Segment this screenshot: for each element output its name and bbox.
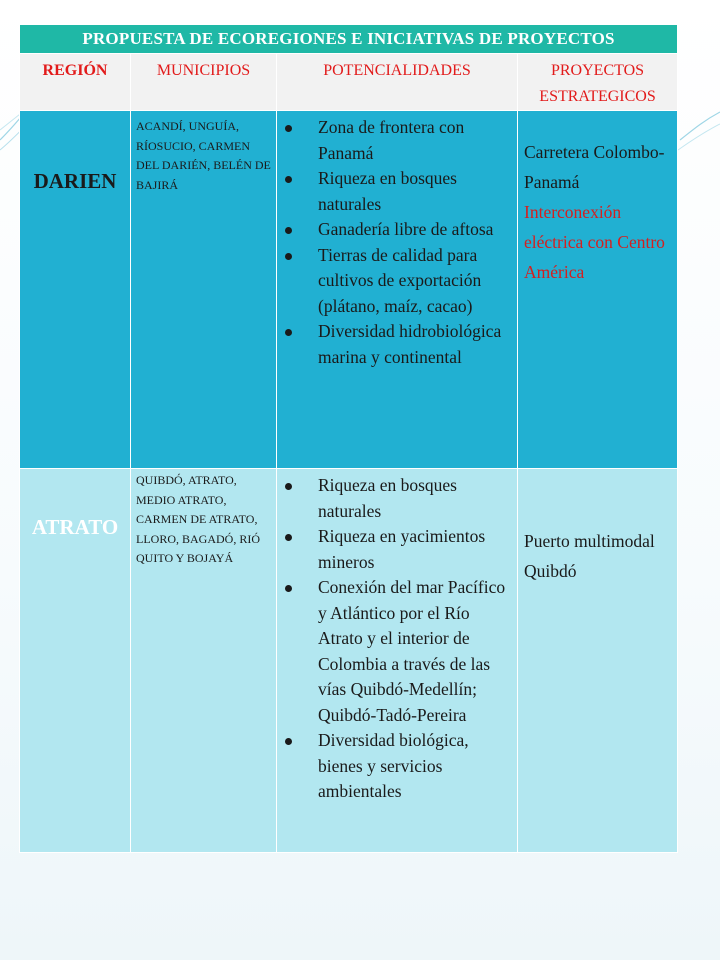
list-item: Diversidad hidrobiológica marina y continental: [277, 319, 517, 370]
list-item: Riqueza en yacimientos mineros: [277, 524, 517, 575]
region-name: ATRATO: [20, 469, 131, 853]
project-text-red: Interconexión eléctrica con Centro América: [524, 202, 665, 282]
list-item: Ganadería libre de aftosa: [277, 217, 517, 243]
header-municipios: MUNICIPIOS: [131, 54, 277, 111]
header-proyectos: PROYECTOS ESTRATEGICOS: [518, 54, 678, 111]
list-item: Zona de frontera con Panamá: [277, 115, 517, 166]
header-region: REGIÓN: [20, 54, 131, 111]
list-item: Tierras de calidad para cultivos de exportación (plátano, maíz, cacao): [277, 243, 517, 320]
list-item: Conexión del mar Pacífico y Atlántico por el Río Atrato y el interior de Colombia a través de las vías Quibdó-Medellín; Quibdó-Tadó-Pereira: [277, 575, 517, 728]
project-text: Puerto multimodal Quibdó: [524, 531, 655, 581]
region-name: DARIEN: [20, 111, 131, 469]
municipios-cell: QUIBDÓ, ATRATO, MEDIO ATRATO, CARMEN DE ATRATO, LLORO, BAGADÓ, RIÓ QUITO Y BOJAYÁ: [131, 469, 277, 853]
proyectos-cell: [518, 469, 678, 853]
proyectos-cell: [518, 111, 678, 469]
table-row-darien: [20, 111, 678, 469]
potencialidades-cell: [277, 111, 518, 469]
title-row: [20, 25, 678, 54]
ecoregions-table: [19, 24, 678, 853]
header-potencialidades: POTENCIALIDADES: [277, 54, 518, 111]
potencialidades-list: [277, 473, 517, 805]
potencialidades-cell: [277, 469, 518, 853]
header-row: [20, 54, 678, 111]
list-item: Riqueza en bosques naturales: [277, 166, 517, 217]
project-text: Carretera Colombo-Panamá: [524, 142, 665, 192]
list-item: Riqueza en bosques naturales: [277, 473, 517, 524]
list-item: Diversidad biológica, bienes y servicios ambientales: [277, 728, 517, 805]
potencialidades-list: [277, 115, 517, 370]
table-title: PROPUESTA DE ECOREGIONES E INICIATIVAS DE PROYECTOS: [20, 25, 678, 54]
table-row-atrato: [20, 469, 678, 853]
municipios-cell: ACANDÍ, UNGUÍA, RÍOSUCIO, CARMEN DEL DARIÉN, BELÉN DE BAJIRÁ: [131, 111, 277, 469]
